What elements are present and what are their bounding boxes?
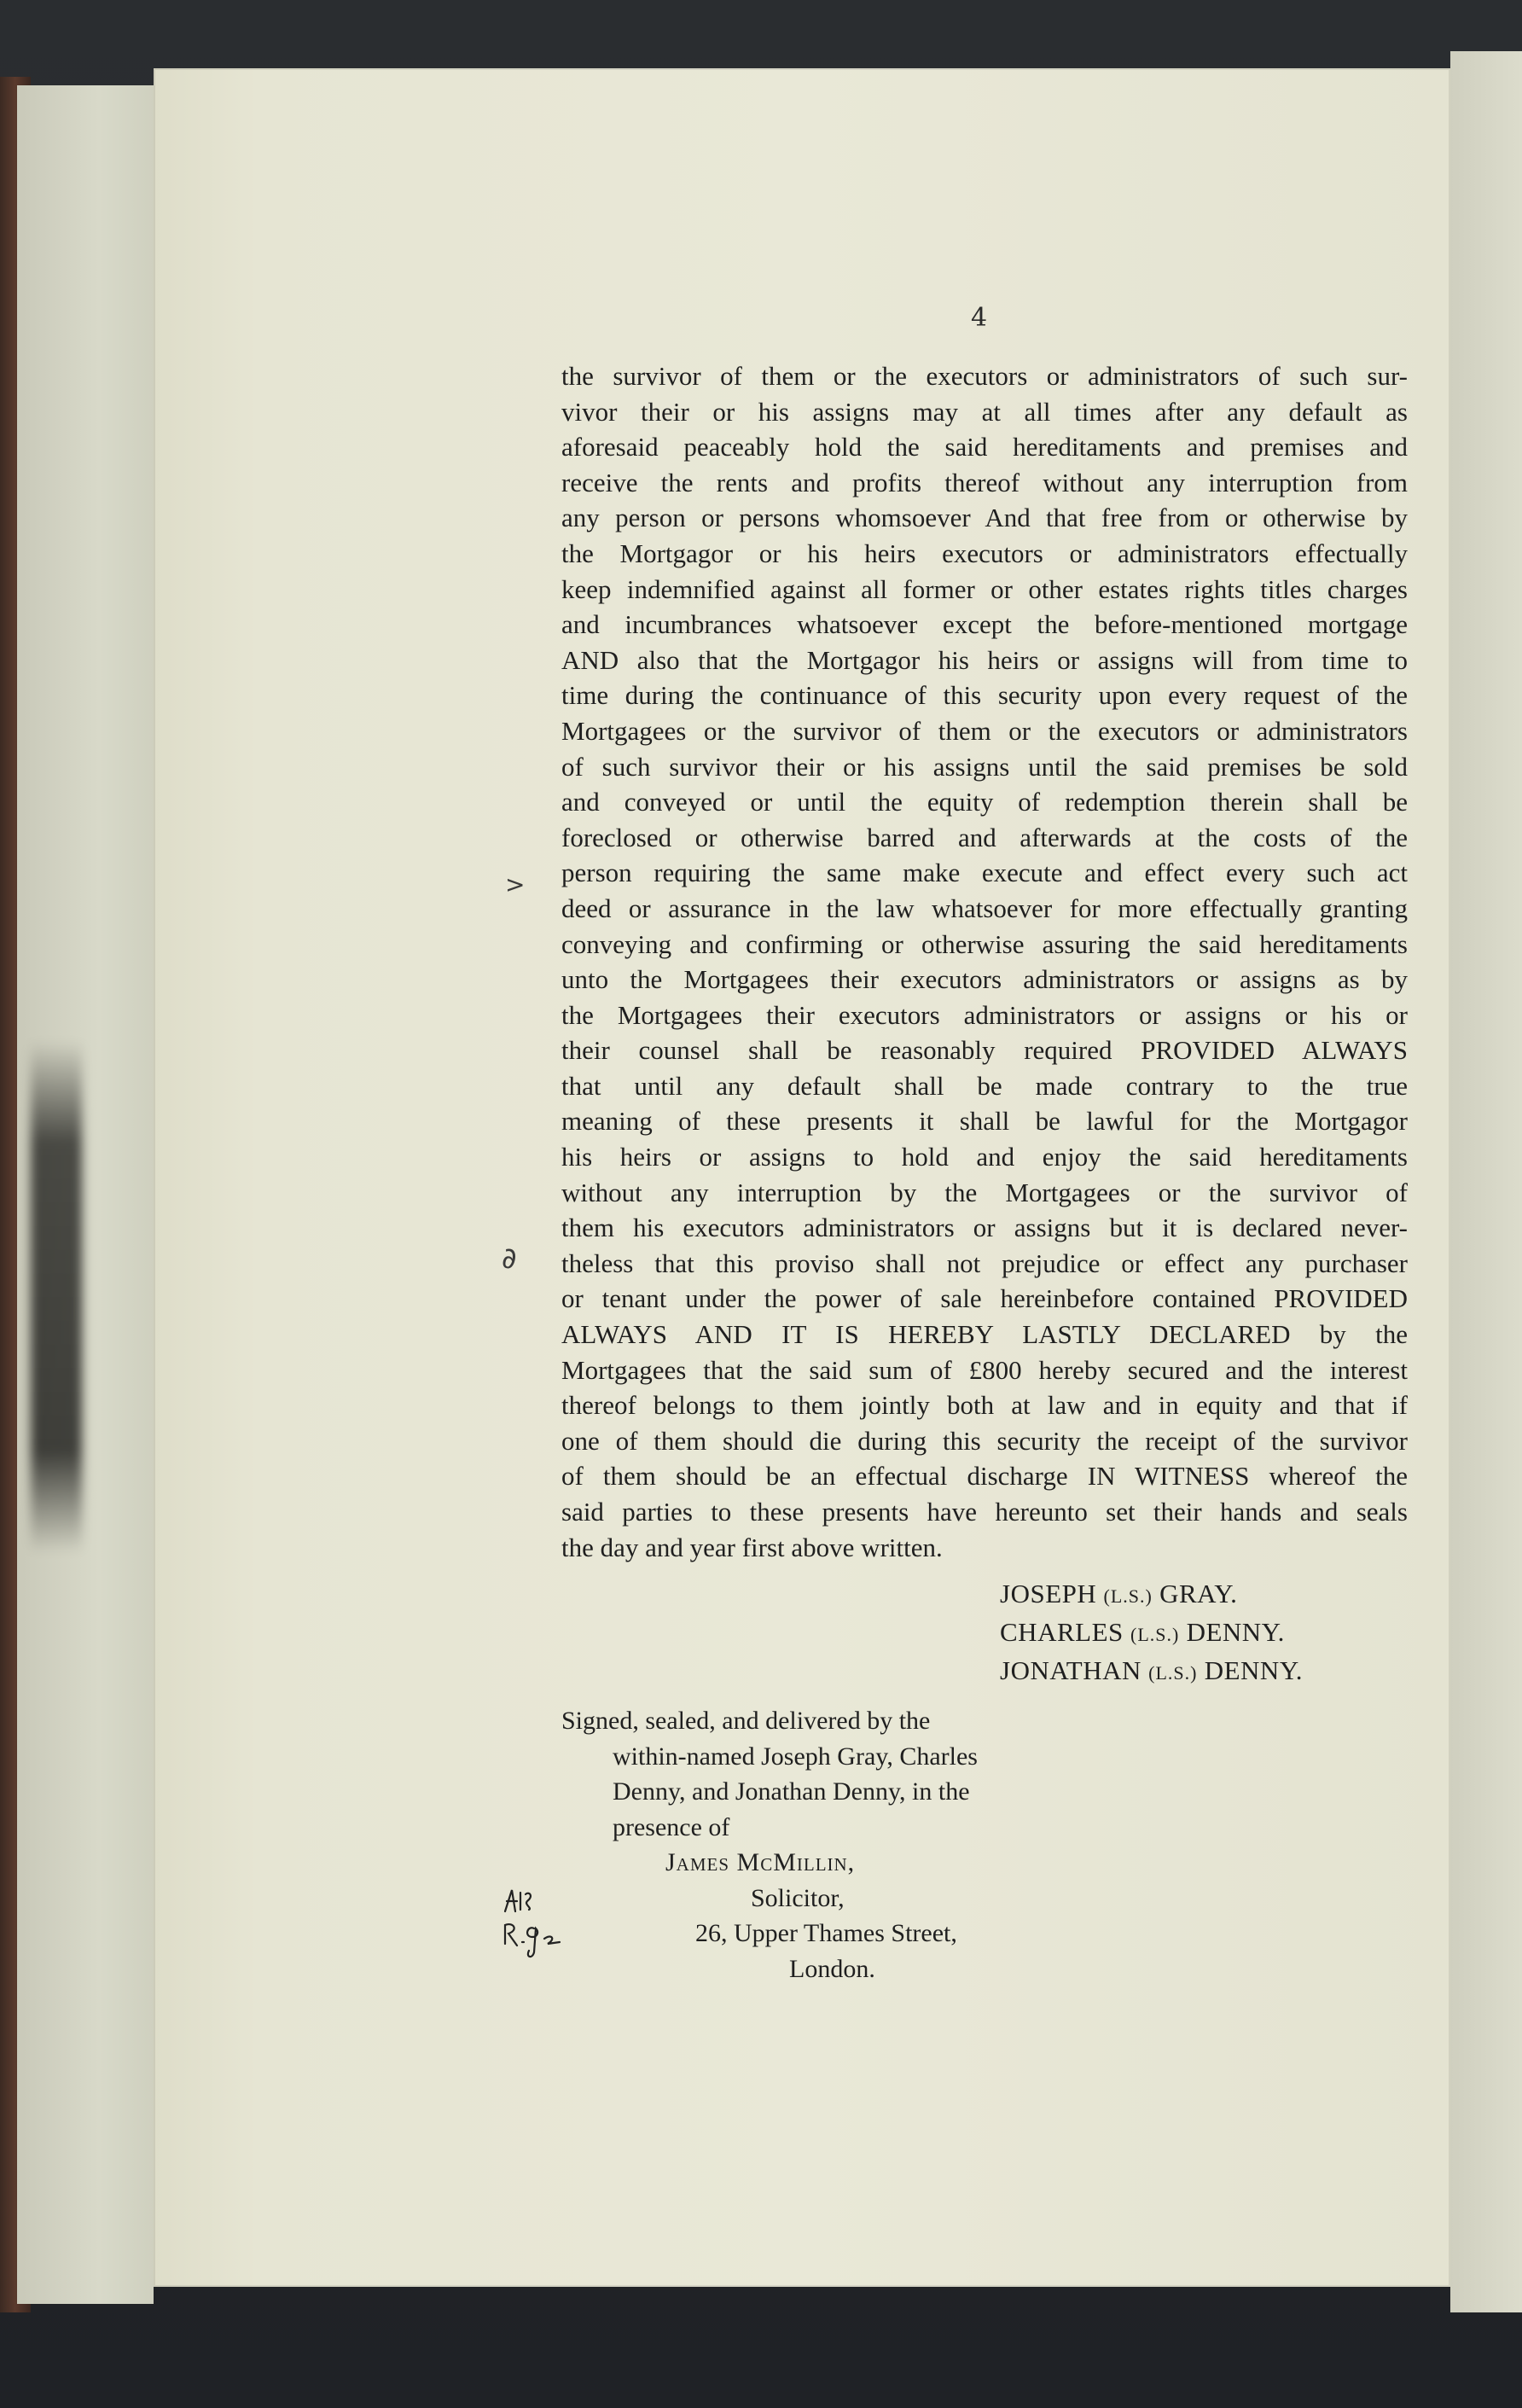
deed-body-text <box>561 358 1408 1565</box>
signature-joseph-gray <box>1000 1576 1303 1614</box>
witness-block <box>665 1845 957 1986</box>
witness-address: 26, Upper Thames Street, <box>695 1919 957 1947</box>
witness-name: James McMillin, <box>665 1848 856 1876</box>
signatory-last-name: DENNY. <box>1186 1617 1285 1647</box>
body-line: deed or assurance in the law whatsoever for more effectually granting <box>561 893 1408 923</box>
body-line: or tenant under the power of sale hereinbefore contained PROVIDED <box>561 1283 1408 1314</box>
facing-page-edge <box>1450 51 1522 2312</box>
body-line: his heirs or assigns to hold and enjoy the said hereditaments <box>561 1142 1408 1172</box>
body-line: theless that this proviso shall not prejudice or effect any purchaser <box>561 1248 1408 1278</box>
body-line: aforesaid peaceably hold the said hereditaments and premises and <box>561 432 1408 462</box>
body-line: meaning of these presents it shall be lawful for the Mortgagor <box>561 1106 1408 1137</box>
signatory-first-name: JONATHAN <box>1000 1655 1142 1685</box>
body-line: vivor their or his assigns may at all times after any default as <box>561 396 1408 427</box>
body-line: one of them should die during this security the receipt of the survivor <box>561 1425 1408 1456</box>
pencil-mark-icon: ∂ <box>502 1242 517 1276</box>
body-line: the Mortgagees their executors administrators or assigns or his or <box>561 999 1408 1030</box>
signatory-last-name: GRAY. <box>1159 1579 1238 1608</box>
body-line: AND also that the Mortgagor his heirs or assigns will from time to <box>561 644 1408 675</box>
body-line: the day and year first above written. <box>561 1532 943 1562</box>
signatory-last-name: DENNY. <box>1204 1655 1303 1685</box>
body-line: person requiring the same make execute and effect every such act <box>561 858 1408 888</box>
body-line: thereof belongs to them jointly both at law and in equity and that if <box>561 1390 1408 1421</box>
body-line: any person or persons whomsoever And that free from or otherwise by <box>561 503 1408 533</box>
body-line: Mortgagees or the survivor of them or the executors or administrators <box>561 715 1408 746</box>
seal-mark: (L.S.) <box>1130 1624 1180 1645</box>
body-line: ALWAYS AND IT IS HEREBY LASTLY DECLARED by the <box>561 1319 1408 1350</box>
body-line: foreclosed or otherwise barred and afterwards at the costs of the <box>561 822 1408 852</box>
attestation-clause <box>561 1703 978 1845</box>
body-line: of them should be an effectual discharge IN WITNESS whereof the <box>561 1461 1408 1492</box>
signatory-first-name: CHARLES <box>1000 1617 1124 1647</box>
body-line: the survivor of them or the executors or administrators of such sur- <box>561 361 1408 391</box>
body-line: them his executors administrators or assigns but it is declared never- <box>561 1213 1408 1243</box>
body-line: time during the continuance of this security upon every request of the <box>561 680 1408 711</box>
body-line: and incumbrances whatsoever except the before-mentioned mortgage <box>561 609 1408 640</box>
page-shadow <box>31 1041 82 1553</box>
body-line: of such survivor their or his assigns until the said premises be sold <box>561 751 1408 782</box>
pencil-arrow-icon: > <box>505 870 526 899</box>
witness-city: London. <box>789 1954 875 1983</box>
body-line: without any interruption by the Mortgagees or the survivor of <box>561 1177 1408 1207</box>
body-line: conveying and confirming or otherwise assuring the said hereditaments <box>561 928 1408 959</box>
signature-jonathan-denny <box>1000 1653 1303 1691</box>
attestation-line: Signed, sealed, and delivered by the <box>561 1707 931 1735</box>
signature-block <box>1000 1576 1303 1691</box>
attestation-line: within-named Joseph Gray, Charles <box>613 1742 978 1771</box>
body-line: receive the rents and profits thereof without any interruption from <box>561 467 1408 497</box>
page-number: 4 <box>971 303 988 333</box>
body-line: the Mortgagor or his heirs executors or administrators effectually <box>561 538 1408 568</box>
body-line: that until any default shall be made contrary to the true <box>561 1070 1408 1101</box>
seal-mark: (L.S.) <box>1103 1585 1153 1607</box>
body-line: and conveyed or until the equity of redemption therein shall be <box>561 787 1408 817</box>
body-line: keep indemnified against all former or other estates rights titles charges <box>561 573 1408 604</box>
handwritten-initials-icon <box>495 1886 580 1963</box>
seal-mark: (L.S.) <box>1148 1662 1198 1684</box>
attestation-line: Denny, and Jonathan Denny, in the <box>613 1777 970 1806</box>
attestation-line: presence of <box>613 1812 730 1841</box>
body-line: Mortgagees that the said sum of £800 hereby secured and the interest <box>561 1354 1408 1385</box>
signature-charles-denny <box>1000 1614 1303 1653</box>
body-line: their counsel shall be reasonably required PROVIDED ALWAYS <box>561 1035 1408 1066</box>
body-line: unto the Mortgagees their executors administrators or assigns as by <box>561 964 1408 995</box>
signatory-first-name: JOSEPH <box>1000 1579 1097 1608</box>
witness-title: Solicitor, <box>751 1883 845 1912</box>
body-line: said parties to these presents have hereunto set their hands and seals <box>561 1497 1408 1527</box>
